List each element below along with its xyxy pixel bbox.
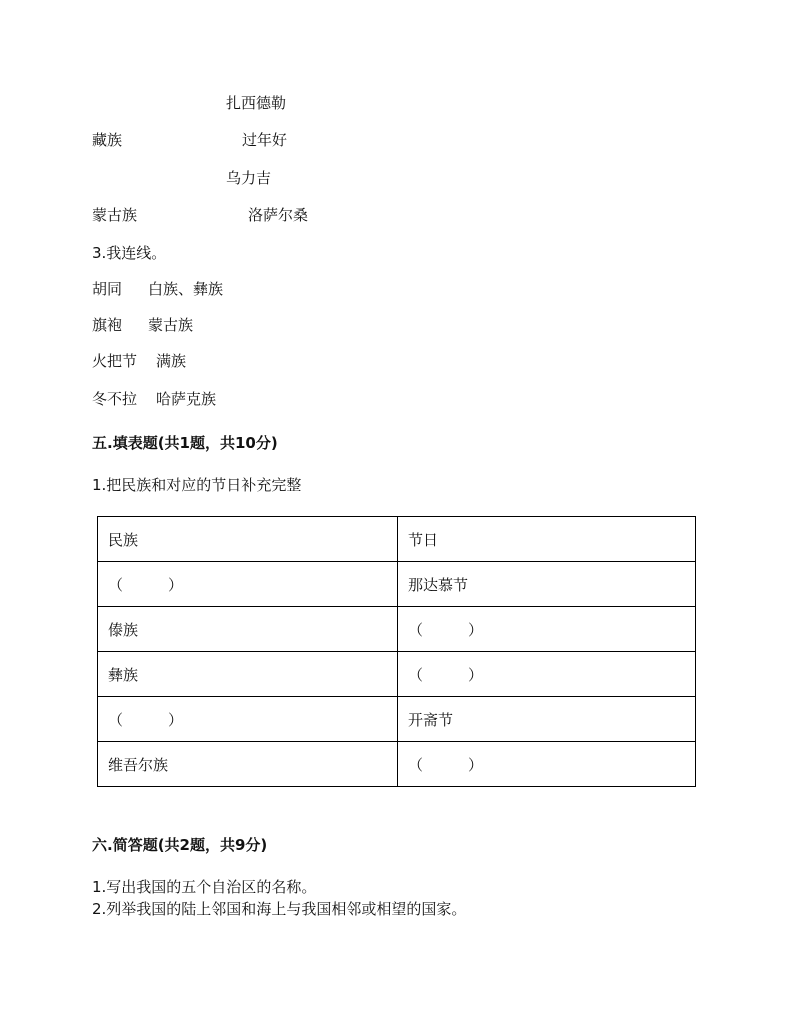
section-6-heading: 六.简答题(共2题，共9分) <box>92 836 268 854</box>
table-cell-ethnicity: 彝族 <box>98 652 398 697</box>
pair-right-1: 白族、彝族 <box>148 280 224 298</box>
pair-right-4: 哈萨克族 <box>156 390 217 408</box>
table-row <box>98 697 696 742</box>
table-cell-ethnicity: （ ） <box>98 562 398 607</box>
pair-left-1: 胡同 <box>92 280 123 298</box>
table-cell-festival: 开斋节 <box>398 697 696 742</box>
question-3-title: 3.我连线。 <box>92 244 167 262</box>
section-5-question-1: 1.把民族和对应的节日补充完整 <box>92 476 302 494</box>
match-option-luosaersang: 洛萨尔桑 <box>248 206 309 224</box>
pair-left-2: 旗袍 <box>92 316 123 334</box>
table-cell-ethnicity: 傣族 <box>98 607 398 652</box>
table-cell-festival: 那达慕节 <box>398 562 696 607</box>
match-option-zhaxidele: 扎西德勒 <box>226 94 287 112</box>
fill-table <box>97 516 696 787</box>
table-header-row <box>98 517 696 562</box>
pair-right-2: 蒙古族 <box>148 316 194 334</box>
section-6-question-1: 1.写出我国的五个自治区的名称。 <box>92 878 317 896</box>
pair-left-3: 火把节 <box>92 352 138 370</box>
match-left-zangzu: 藏族 <box>92 131 123 149</box>
table-header-festival: 节日 <box>398 517 696 562</box>
table-row <box>98 562 696 607</box>
table-header-ethnicity: 民族 <box>98 517 398 562</box>
table-cell-ethnicity: （ ） <box>98 697 398 742</box>
pair-right-3: 满族 <box>156 352 187 370</box>
table-cell-festival: （ ） <box>398 607 696 652</box>
table-row <box>98 742 696 787</box>
table-cell-festival: （ ） <box>398 652 696 697</box>
pair-left-4: 冬不拉 <box>92 390 138 408</box>
section-6-question-2: 2.列举我国的陆上邻国和海上与我国相邻或相望的国家。 <box>92 900 467 918</box>
table-cell-ethnicity: 维吾尔族 <box>98 742 398 787</box>
table-cell-festival: （ ） <box>398 742 696 787</box>
match-option-guonianhao: 过年好 <box>242 131 288 149</box>
match-left-mengguzu: 蒙古族 <box>92 206 138 224</box>
section-5-heading: 五.填表题(共1题，共10分) <box>92 434 278 452</box>
table-row <box>98 607 696 652</box>
table-row <box>98 652 696 697</box>
match-option-wuliji: 乌力吉 <box>226 169 272 187</box>
